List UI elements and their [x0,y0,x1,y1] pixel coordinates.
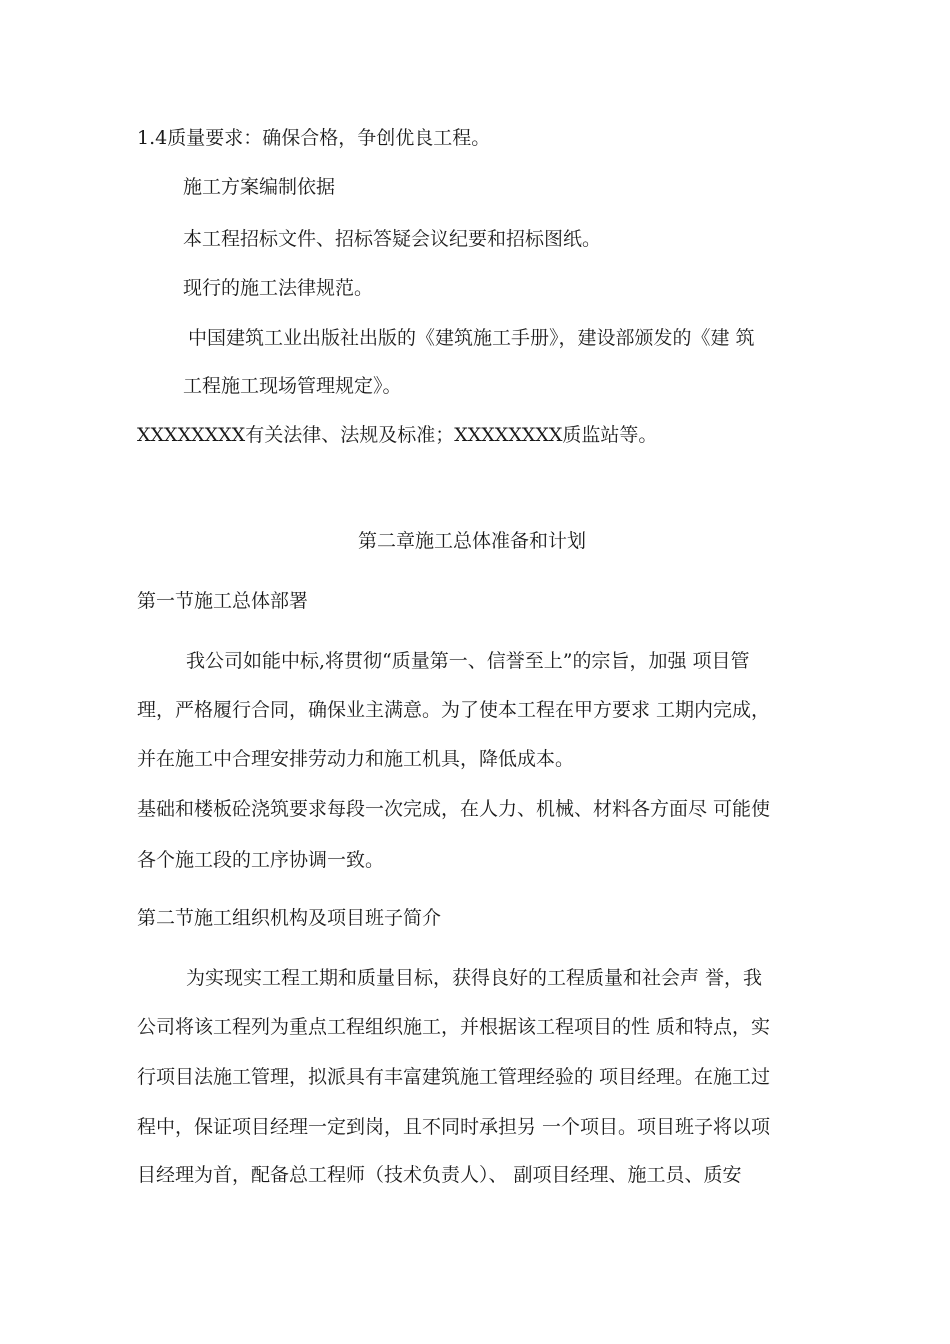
section-2-title: 第二节施工组织机构及项目班子简介 [137,907,442,929]
chapter-2-title: 第二章施工总体准备和计划 [358,530,587,552]
basis-item-4: XXXXXXXX有关法律、法规及标准；XXXXXXXX质监站等。 [137,424,658,446]
section-1-paragraph-1-line-2: 理，严格履行合同，确保业主满意。为了使本工程在甲方要求 工期内完成， [137,699,771,721]
section-2-paragraph-line-1: 为实现实工程工期和质量目标，获得良好的工程质量和社会声 誉，我 [186,967,763,989]
section-2-paragraph-line-4: 程中，保证项目经理一定到岗，且不同时承担另 一个项目。项目班子将以项 [137,1116,771,1138]
section-1-title: 第一节施工总体部署 [137,590,309,612]
basis-item-2: 现行的施工法律规范。 [183,277,374,299]
section-2-paragraph-line-2: 公司将该工程列为重点工程组织施工，并根据该工程项目的性 质和特点，实 [137,1016,771,1038]
basis-item-1: 本工程招标文件、招标答疑会议纪要和招标图纸。 [183,228,602,250]
section-1-paragraph-1-line-3: 并在施工中合理安排劳动力和施工机具，降低成本。 [137,748,575,770]
section-1-paragraph-2-line-2: 各个施工段的工序协调一致。 [137,849,385,871]
section-2-paragraph-line-5: 目经理为首，配备总工程师（技术负责人）、 副项目经理、施工员、质安 [137,1164,742,1186]
basis-item-3-line-1: 中国建筑工业出版社出版的《建筑施工手册》，建设部颁发的《建 筑 [188,327,755,349]
basis-item-3-line-2: 工程施工现场管理规定》。 [183,375,402,397]
basis-heading: 施工方案编制依据 [183,176,336,198]
section-2-paragraph-line-3: 行项目法施工管理，拟派具有丰富建筑施工管理经验的 项目经理。在施工过 [137,1066,771,1088]
section-1-paragraph-2-line-1: 基础和楼板砼浇筑要求每段一次完成，在人力、机械、材料各方面尽 可能使 [137,798,771,820]
section-1-paragraph-1-line-1: 我公司如能中标,将贯彻“质量第一、信誉至上”的宗旨，加强 项目管 [186,650,750,672]
quality-requirement-line: 1.4质量要求：确保合格，争创优良工程。 [137,127,491,149]
